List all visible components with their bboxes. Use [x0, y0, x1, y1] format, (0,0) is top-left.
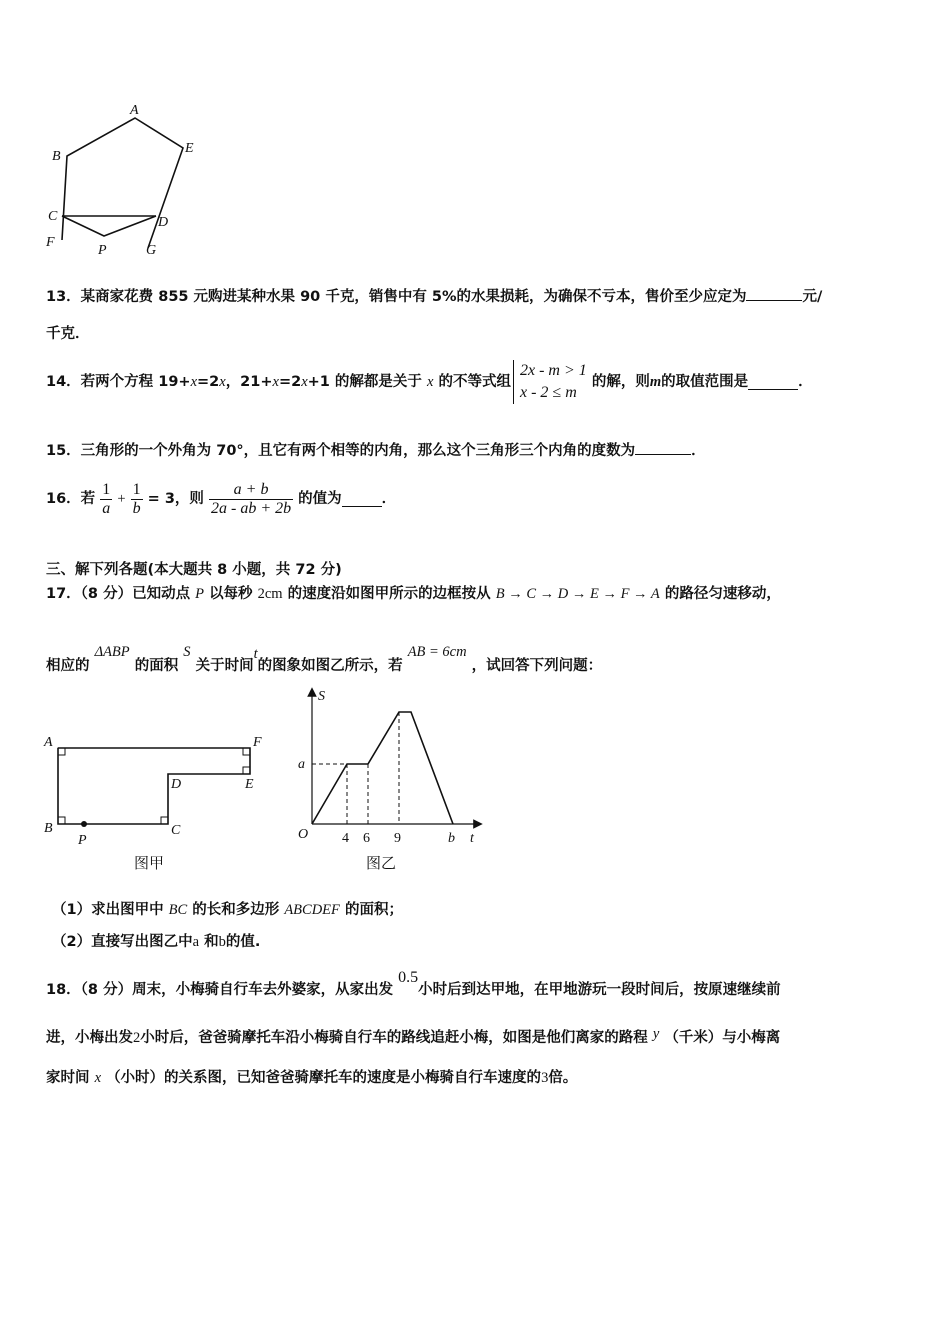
question-14: [46, 356, 813, 408]
q16-plus: +: [117, 491, 126, 507]
label-t: t: [470, 831, 474, 846]
q14-var-x: x: [301, 374, 308, 390]
q18-text: 小时后到达甲地，在甲地游玩一段时间后，按原速继续前: [418, 982, 781, 998]
q17-text: ，试回答下列问题：: [471, 658, 603, 674]
label-g: G: [146, 243, 157, 258]
q17-sub1-polygon: ABCDEF: [284, 902, 340, 918]
right-angle-c: [161, 817, 168, 824]
label-s: S: [318, 689, 325, 704]
q17-sub2-b: b: [218, 934, 226, 950]
graph-line: [312, 712, 453, 824]
q18-text: （小时）的关系图，已知爸爸骑摩托车的速度是小梅骑自行车速度的: [106, 1070, 542, 1086]
q17-sub2-text: （2）直接写出图乙中: [52, 934, 193, 950]
q17-text: 关于时间: [195, 658, 254, 674]
label-c: C: [171, 823, 181, 838]
q17-var-s: S: [183, 644, 191, 660]
q17-text: 以每秒: [209, 586, 253, 602]
section-3-heading: 三、解下列各题(本大题共 8 小题，共 72 分): [46, 562, 342, 578]
right-angle-a: [58, 748, 65, 755]
q14-prefix: 14．若两个方程 19+: [46, 374, 191, 390]
figure-yi-caption: 图乙: [366, 854, 397, 872]
question-17-line1: [46, 584, 781, 604]
q17-var-t: t: [253, 646, 258, 662]
q16-f1-den: a: [102, 499, 111, 517]
q17-text: 17．（8 分）已知动点: [46, 586, 191, 602]
q17-speed: 2cm: [257, 586, 283, 602]
q17-text: 的面积: [134, 658, 179, 674]
q17-var-p: P: [195, 586, 204, 602]
q18-var-x: x: [94, 1070, 101, 1086]
q14-text: =2: [197, 374, 220, 390]
pentagon-figure: [40, 100, 220, 260]
label-d: D: [158, 215, 169, 230]
q17-triangle: ΔABP: [94, 644, 130, 660]
q17-sub1-text: （1）求出图甲中: [52, 902, 164, 918]
figure-yi: [290, 684, 490, 878]
question-18-line1: [46, 970, 781, 1000]
q18-text: 18．（8 分）周末，小梅骑自行车去外婆家，从家出发: [46, 982, 394, 998]
label-e: E: [185, 141, 194, 156]
q14-text: =2: [278, 374, 302, 390]
figure-jia: [40, 726, 280, 876]
q16-prefix: 16．若: [46, 491, 96, 507]
q14-inequality-1: 2x - m > 1: [520, 362, 587, 379]
question-17-line2: [46, 636, 602, 676]
question-13-line1: [46, 286, 822, 307]
q16-f2-num: 1: [132, 480, 141, 498]
right-angle-e: [243, 767, 250, 774]
question-17-sub2: [52, 932, 260, 952]
question-18-line3: [46, 1068, 577, 1088]
point-p: [81, 821, 87, 827]
q17-sub2-text: 和: [204, 934, 219, 950]
q17-sub1-text: 的长和多边形: [192, 902, 280, 918]
q16-answer-blank: [342, 492, 382, 507]
tick-4: 4: [342, 831, 349, 846]
label-b: B: [52, 149, 61, 164]
q16-fraction-2: [131, 481, 143, 518]
q16-f3-num: a + b: [209, 481, 293, 500]
q18-text: 进，小梅出发: [46, 1030, 133, 1046]
label-c: C: [48, 209, 58, 224]
label-e: E: [245, 777, 254, 792]
q17-sub2-text: 的值.: [225, 934, 261, 950]
q14-text: 的不等式组: [438, 374, 511, 390]
label-d: D: [171, 777, 182, 792]
q14-text: 的取值范围是: [661, 374, 749, 390]
q14-var-x: x: [272, 374, 279, 390]
q18-half-hour: 0.5: [398, 969, 419, 986]
right-angle-b: [58, 817, 65, 824]
q14-text: +1 的解都是关于: [307, 374, 422, 390]
q14-var-m: m: [649, 374, 662, 390]
q17-ab-length: AB = 6cm: [407, 644, 467, 660]
label-p: P: [78, 833, 87, 848]
q15-text: 15．三角形的一个外角为 70°，且它有两个相等的内角，那么这个三角形三个内角的度数为: [46, 443, 636, 459]
right-angle-f: [243, 748, 250, 755]
figure-jia-caption: 图甲: [134, 854, 165, 872]
q14-answer-blank: [748, 375, 798, 390]
q14-inequality-2: x - 2 ≤ m: [520, 384, 577, 401]
q15-end: ．: [691, 443, 706, 459]
question-17-sub1: [52, 900, 403, 920]
tick-9: 9: [394, 831, 401, 846]
q18-text: 小时后，爸爸骑摩托车沿小梅骑自行车的路线追赶小梅，如图是他们离家的路程: [140, 1030, 648, 1046]
question-13-line2: 千克．: [46, 326, 90, 342]
q16-end: ．: [381, 491, 397, 507]
q18-text: 家时间: [46, 1070, 90, 1086]
q16-fraction-3: [209, 481, 293, 518]
segment-cpd: [62, 216, 156, 236]
label-a: A: [130, 103, 139, 118]
q16-fraction-1: [100, 481, 112, 518]
q13-unit: 元/: [802, 289, 823, 305]
question-15: [46, 440, 706, 461]
label-f: F: [253, 735, 262, 750]
q16-f3-den: 2a - ab + 2b: [210, 499, 292, 517]
q16-text: 的值为: [298, 491, 342, 507]
q14-var-x: x: [190, 374, 197, 390]
q18-text: （千米）与小梅离: [664, 1030, 781, 1046]
label-o: O: [298, 827, 309, 842]
q17-text: 的速度沿如图甲所示的边框按从: [287, 586, 491, 602]
q17-sub1-bc: BC: [168, 902, 188, 918]
q13-answer-blank: [746, 286, 802, 301]
q17-path: B → C → D → E → F → A: [495, 586, 660, 602]
q18-text: 倍。: [548, 1070, 578, 1086]
q17-text: 的路径匀速移动，: [664, 586, 781, 602]
q16-eq: = 3，则: [147, 491, 204, 507]
q17-sub1-text: 的面积；: [344, 902, 403, 918]
q13-text: 13．某商家花费 855 元购进某种水果 90 千克，销售中有 5%的水果损耗，为确保不亏本，售价至少应定为: [46, 289, 747, 305]
figure-jia-outline: [58, 748, 250, 824]
question-16: [46, 474, 396, 524]
label-b: b: [448, 831, 455, 846]
q15-answer-blank: [635, 440, 691, 455]
q16-f2-den: b: [132, 499, 141, 517]
q17-sub2-a: a: [192, 934, 200, 950]
tick-6: 6: [363, 831, 370, 846]
label-b: B: [44, 821, 53, 836]
q14-text: ，21+: [225, 374, 273, 390]
q17-text: 的图象如图乙所示，若: [257, 658, 403, 674]
q14-var-x: x: [427, 374, 434, 390]
question-18-line2: [46, 1028, 780, 1048]
q14-inequality-system: [513, 360, 587, 404]
label-f: F: [46, 235, 55, 250]
q14-end: ．: [798, 374, 813, 390]
label-p: P: [98, 243, 107, 258]
q14-text: 的解，则: [591, 374, 650, 390]
q18-three: 3: [541, 1070, 549, 1086]
label-a: a: [298, 757, 305, 772]
label-a: A: [44, 735, 53, 750]
q18-two: 2: [133, 1030, 141, 1046]
q17-text: 相应的: [46, 658, 90, 674]
q16-f1-num: 1: [102, 480, 111, 498]
q18-var-y: y: [652, 1026, 660, 1042]
q14-var-x: x: [219, 374, 226, 390]
